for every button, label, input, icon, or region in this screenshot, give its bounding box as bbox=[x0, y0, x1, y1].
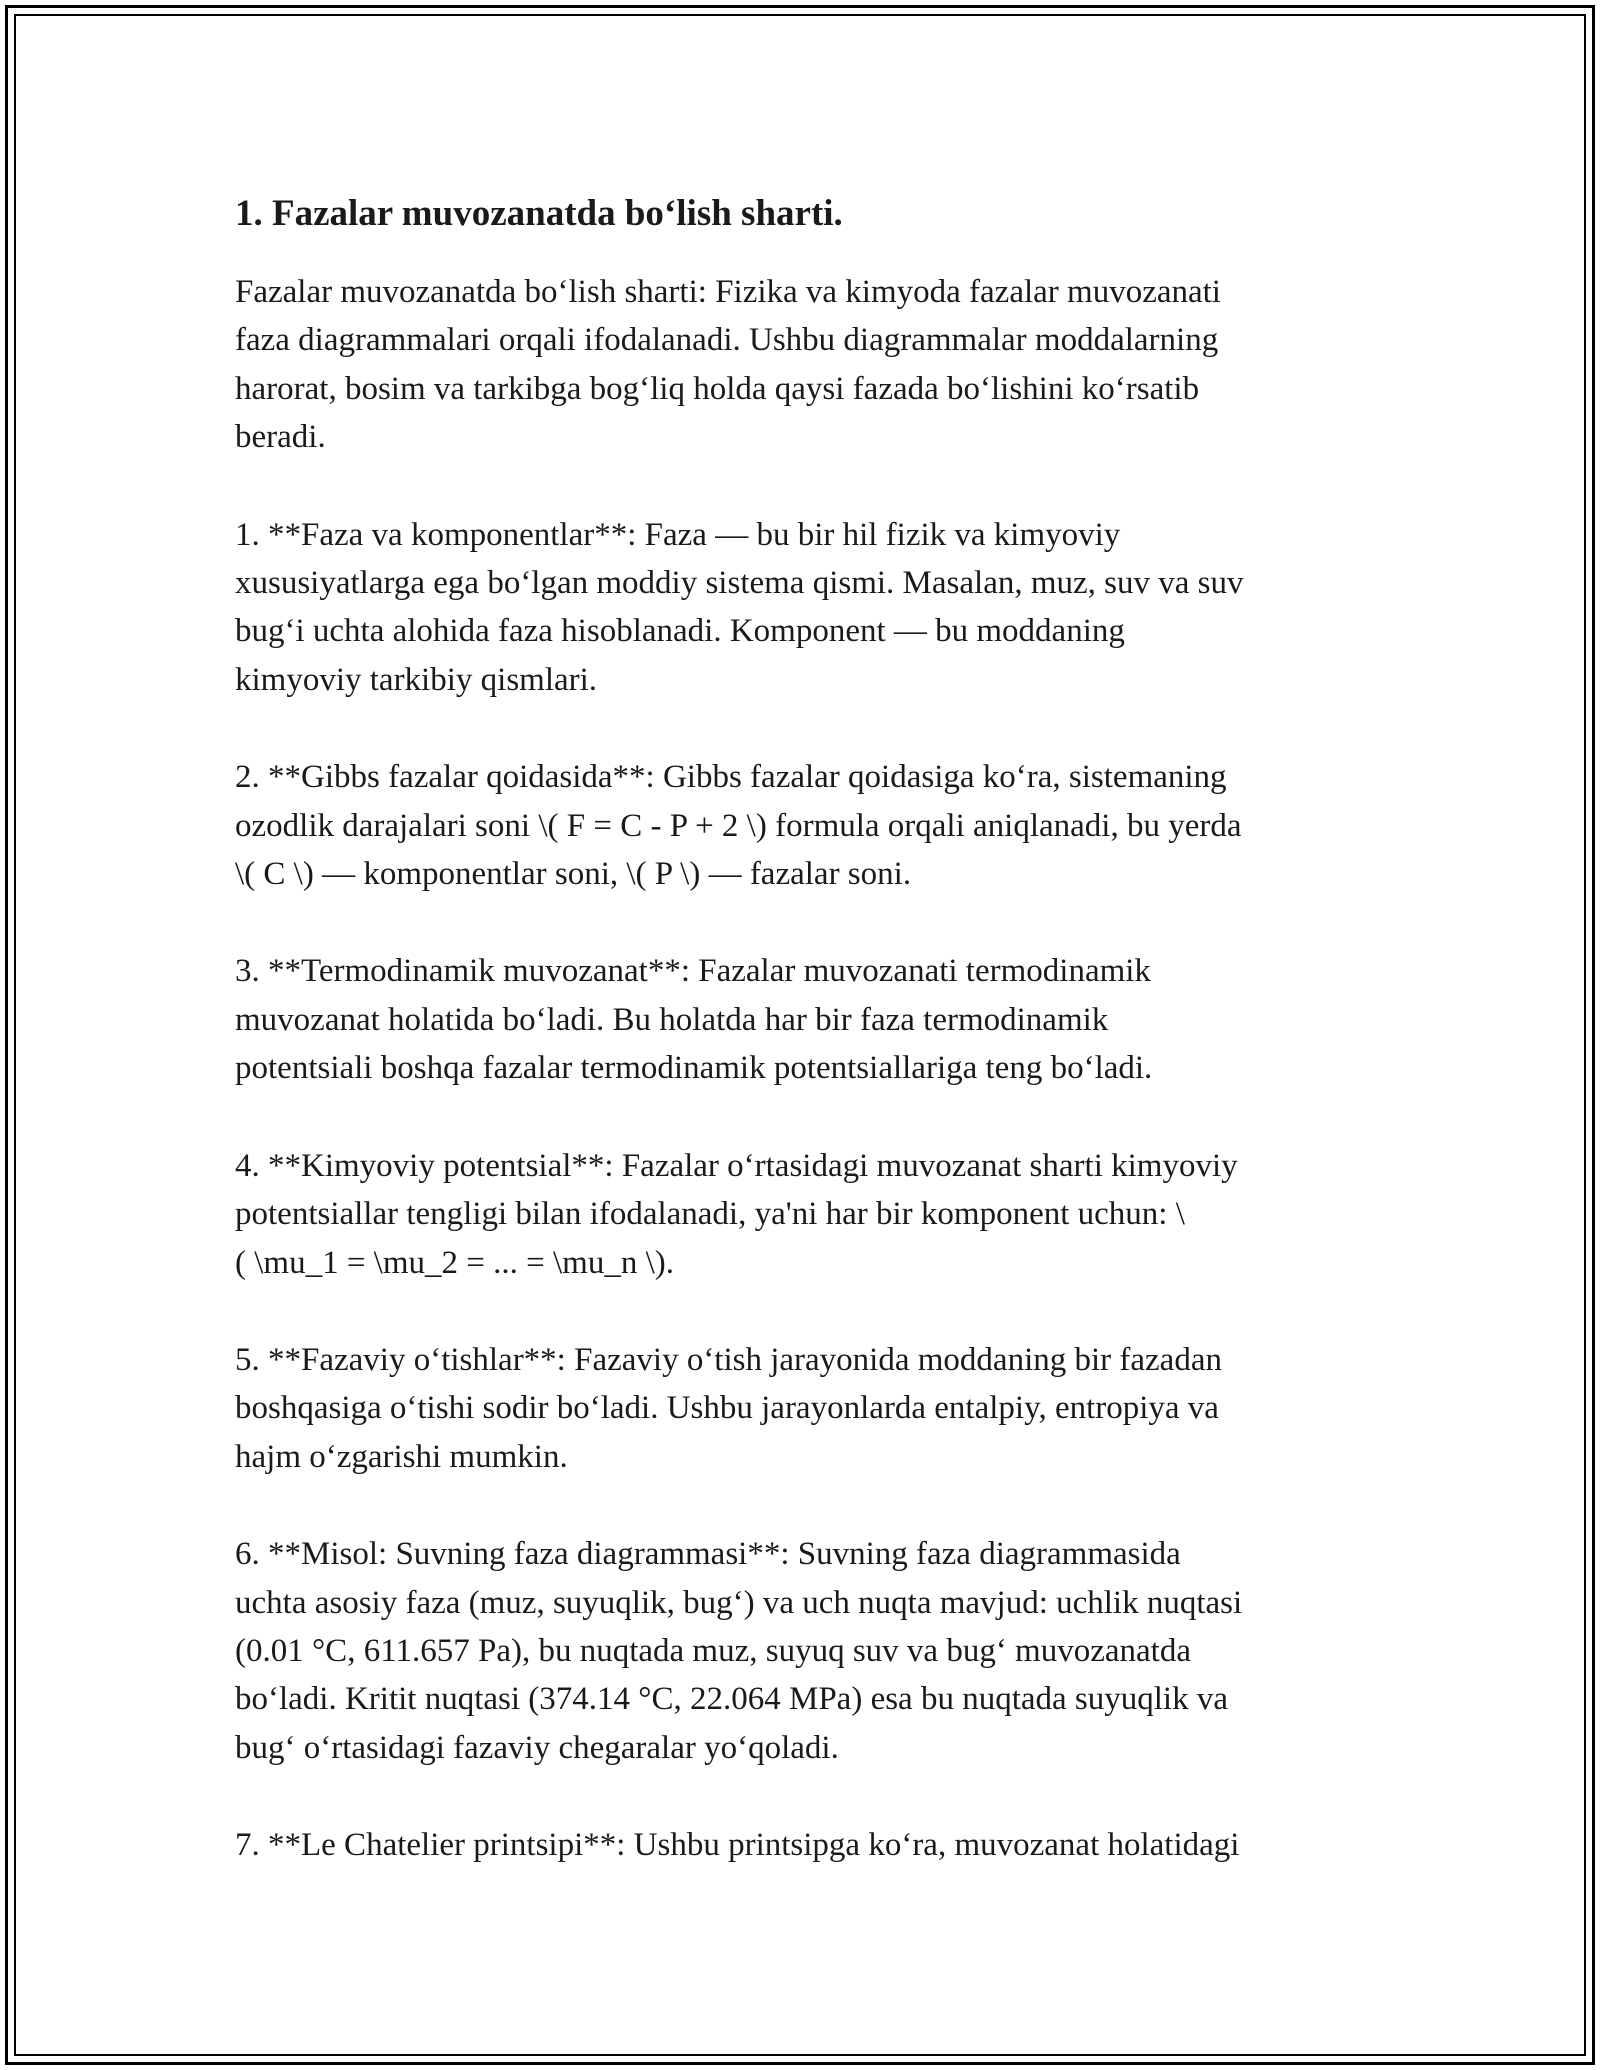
text-line: 1. **Faza va komponentlar**: Faza — bu bir hil fizik va kimyoviy bbox=[235, 516, 1121, 553]
text-line: muvozanat holatida bo‘ladi. Bu holatda har bir faza termodinamik bbox=[235, 1001, 1109, 1038]
text-line: \( C \) — komponentlar soni, \( P \) — fazalar soni. bbox=[235, 856, 912, 893]
item-4-paragraph bbox=[235, 1142, 1375, 1287]
text-line: bo‘ladi. Kritit nuqtasi (374.14 °C, 22.064 MPa) esa bu nuqtada suyuqlik va bbox=[235, 1681, 1228, 1718]
item-5-paragraph bbox=[235, 1336, 1375, 1481]
text-line: uchta asosiy faza (muz, suyuqlik, bug‘) va uch nuqta mavjud: uchlik nuqtasi bbox=[235, 1584, 1243, 1621]
item-7-paragraph bbox=[235, 1821, 1375, 1869]
text-line: bug‘i uchta alohida faza hisoblanadi. Komponent — bu moddaning bbox=[235, 613, 1125, 650]
text-line: 7. **Le Chatelier printsipi**: Ushbu printsipga ko‘ra, muvozanat holatidagi bbox=[235, 1827, 1240, 1864]
item-3-paragraph bbox=[235, 947, 1375, 1092]
text-line: 6. **Misol: Suvning faza diagrammasi**: Suvning faza diagrammasida bbox=[235, 1536, 1181, 1573]
text-line: potentsiallar tengligi bilan ifodalanadi, ya'ni har bir komponent uchun: \ bbox=[235, 1196, 1185, 1233]
item-2-paragraph bbox=[235, 753, 1375, 898]
text-line: (0.01 °C, 611.657 Pa), bu nuqtada muz, suyuq suv va bug‘ muvozanatda bbox=[235, 1632, 1191, 1669]
text-line: 4. **Kimyoviy potentsial**: Fazalar o‘rtasidagi muvozanat sharti kimyoviy bbox=[235, 1147, 1238, 1184]
text-line: ( \mu_1 = \mu_2 = ... = \mu_n \). bbox=[235, 1244, 674, 1281]
section-heading: 1. Fazalar muvozanatda bo‘lish sharti. bbox=[235, 193, 843, 234]
text-line: faza diagrammalari orqali ifodalanadi. Ushbu diagrammalar moddalarning bbox=[235, 322, 1219, 359]
text-line: hajm o‘zgarishi mumkin. bbox=[235, 1438, 568, 1475]
text-line: Fazalar muvozanatda bo‘lish sharti: Fizika va kimyoda fazalar muvozanati bbox=[235, 274, 1221, 310]
text-line: 2. **Gibbs fazalar qoidasida**: Gibbs fazalar qoidasiga ko‘ra, sistemaning bbox=[235, 759, 1227, 796]
text-line: 5. **Fazaviy o‘tishlar**: Fazaviy o‘tish jarayonida moddaning bir fazadan bbox=[235, 1341, 1222, 1378]
text-line: bug‘ o‘rtasidagi fazaviy chegaralar yo‘qoladi. bbox=[235, 1729, 839, 1766]
text-line: potentsiali boshqa fazalar termodinamik potentsiallariga teng bo‘ladi. bbox=[235, 1050, 1153, 1087]
item-1-paragraph bbox=[235, 511, 1375, 705]
text-line: ozodlik darajalari soni \( F = C - P + 2 \) formula orqali aniqlanadi, bu yerda bbox=[235, 807, 1242, 844]
text-line: xususiyatlarga ega bo‘lgan moddiy sistema qismi. Masalan, muz, suv va suv bbox=[235, 565, 1244, 602]
text-line: 3. **Termodinamik muvozanat**: Fazalar muvozanati termodinamik bbox=[235, 953, 1151, 990]
text-line: boshqasiga o‘tishi sodir bo‘ladi. Ushbu jarayonlarda entalpiy, entropiya va bbox=[235, 1390, 1219, 1427]
document-page bbox=[235, 188, 1375, 1870]
item-6-paragraph bbox=[235, 1530, 1375, 1772]
text-line: harorat, bosim va tarkibga bog‘liq holda qaysi fazada bo‘lishini ko‘rsatib bbox=[235, 370, 1200, 407]
intro-paragraph bbox=[235, 268, 1375, 462]
text-line: kimyoviy tarkibiy qismlari. bbox=[235, 661, 598, 698]
text-line: beradi. bbox=[235, 419, 326, 456]
